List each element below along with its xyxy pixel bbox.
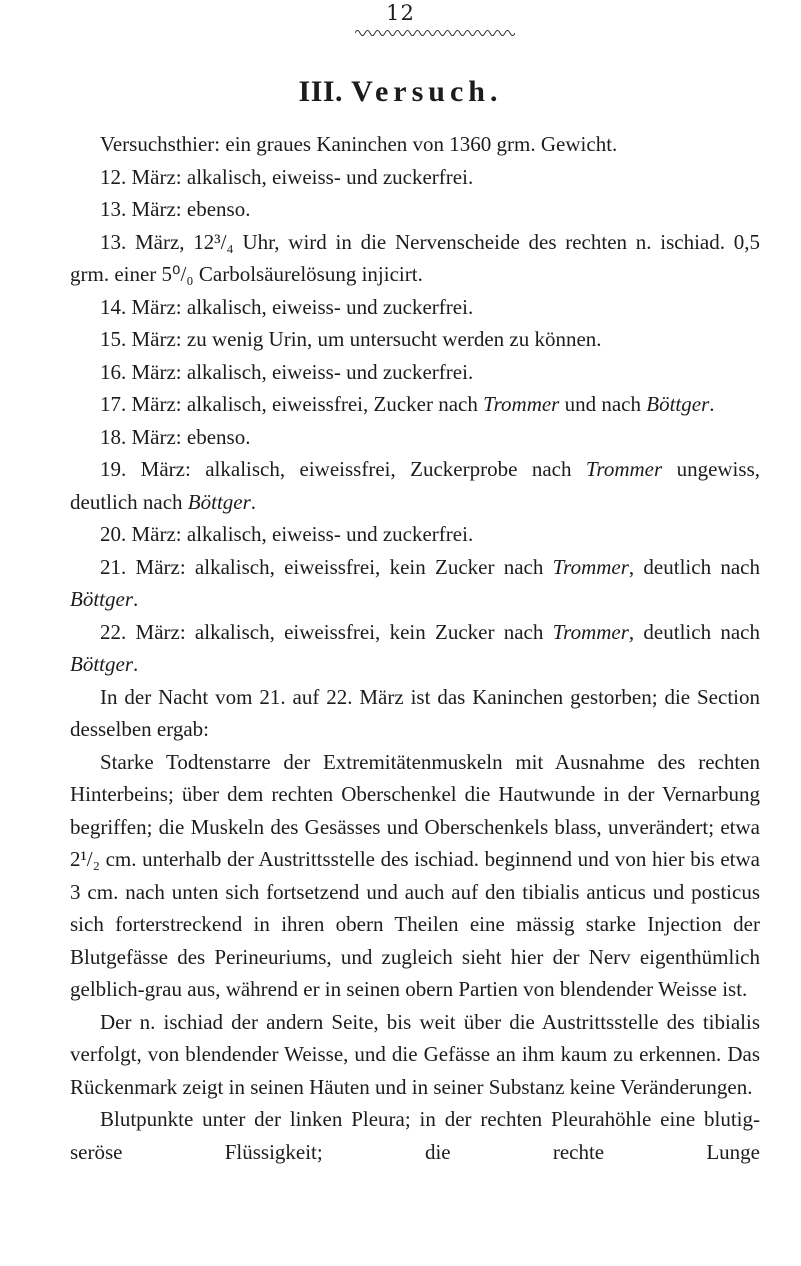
text-run: Starke Todtenstarre der Extremitätenmuskeln mit Ausnahme des rechten Hinterbeins; über dem rechten Oberschenkel die Hautwunde in der Vernarbung begriffen; die Muskeln des Gesässes und Oberschenkels blass, unverändert; etwa 2¹/₂ cm. unterhalb der Austrittsstelle des ischiad. beginnend und von hier bis etwa 3 cm. nach unten sich fortsetzend und auch auf den tibialis anticus und posticus sich forterstreckend in ihren obern Theilen eine mässig starke Injection der Blutgefässe des Perineuriums, und zugleich sieht hier der Nerv eigenthümlich gelblich-grau aus, während er in seinen obern Partien von blendender Weisse ist. [70,749,760,1001]
paragraph [70,551,760,616]
italic-name: Trommer [483,392,560,416]
paragraph [70,356,760,389]
paragraph [70,291,760,324]
paragraph [70,1103,760,1168]
text-run: ungewiss, deutlich nach [70,457,760,514]
text-run: , deutlich nach [628,554,760,579]
text-run: 14. März: alkalisch, eiweiss- und zuckerfrei. [100,294,474,319]
paragraph [70,161,760,194]
heading-numeral: III. [298,75,344,108]
wavy-rule-ornament [355,28,515,38]
italic-name: Trommer [552,619,629,644]
text-run: 19. März: alkalisch, eiweissfrei, Zuckerprobe nach [100,457,586,481]
text-run: . [133,652,139,676]
paragraph [70,453,760,518]
text-run: Der n. ischiad der andern Seite, bis weit über die Austrittsstelle des tibialis verfolgt, von blendender Weisse, und die Gefässe an ihm kaum zu erkennen. Das Rückenmark zeigt in seinen Häuten und in seiner Substanz keine Veränderungen. [70,1009,760,1099]
text-run: . [709,392,715,416]
paragraph [70,128,760,161]
paragraph [70,193,760,226]
text-run: Blutpunkte unter der linken Pleura; in der rechten Pleurahöhle eine blutig-seröse Flüssigkeit; die rechte Lunge [70,1107,760,1164]
paragraph [70,421,760,454]
text-run: 20. März: alkalisch, eiweiss- und zuckerfrei. [100,522,474,546]
text-run: 22. März: alkalisch, eiweissfrei, kein Zucker nach [100,619,553,644]
paragraph [70,323,760,356]
text-run: , deutlich nach [628,619,760,644]
section-heading [0,75,801,109]
paragraph [70,1006,760,1104]
italic-name: Böttger [70,652,133,676]
text-run: 21. März: alkalisch, eiweissfrei, kein Zucker nach [100,554,553,579]
text-run: 18. März: ebenso. [100,424,251,449]
text-run: In der Nacht vom 21. auf 22. März ist das Kaninchen gestorben; die Section desselben ergab: [70,684,760,741]
text-run: 13. März, 12³/₄ Uhr, wird in die Nervenscheide des rechten n. ischiad. 0,5 grm. einer 5⁰/₀ Carbolsäurelösung injicirt. [70,229,760,286]
body-text [70,128,760,1168]
italic-name: Trommer [585,457,663,481]
paragraph [70,681,760,746]
paragraph [70,616,760,681]
italic-name: Trommer [552,554,629,579]
paragraph [70,746,760,1006]
text-run: 15. März: zu wenig Urin, um untersucht werden zu können. [100,327,602,351]
text-run: . [133,587,139,611]
text-run: 13. März: ebenso. [100,197,251,221]
paragraph [70,518,760,551]
text-run: 16. März: alkalisch, eiweiss- und zuckerfrei. [100,359,474,384]
italic-name: Böttger [187,489,251,514]
text-run: und nach [559,392,647,416]
text-run: 12. März: alkalisch, eiweiss- und zuckerfrei. [100,164,474,189]
italic-name: Böttger [70,587,133,611]
text-run: Versuchsthier: ein graues Kaninchen von 1360 grm. Gewicht. [100,132,618,156]
italic-name: Böttger [646,392,710,416]
paragraph [70,226,760,291]
paragraph [70,388,760,421]
text-run: . [250,489,257,514]
heading-word: Versuch. [351,75,503,108]
page-number: 12 [386,1,415,25]
text-run: 17. März: alkalisch, eiweissfrei, Zucker nach [100,392,484,416]
